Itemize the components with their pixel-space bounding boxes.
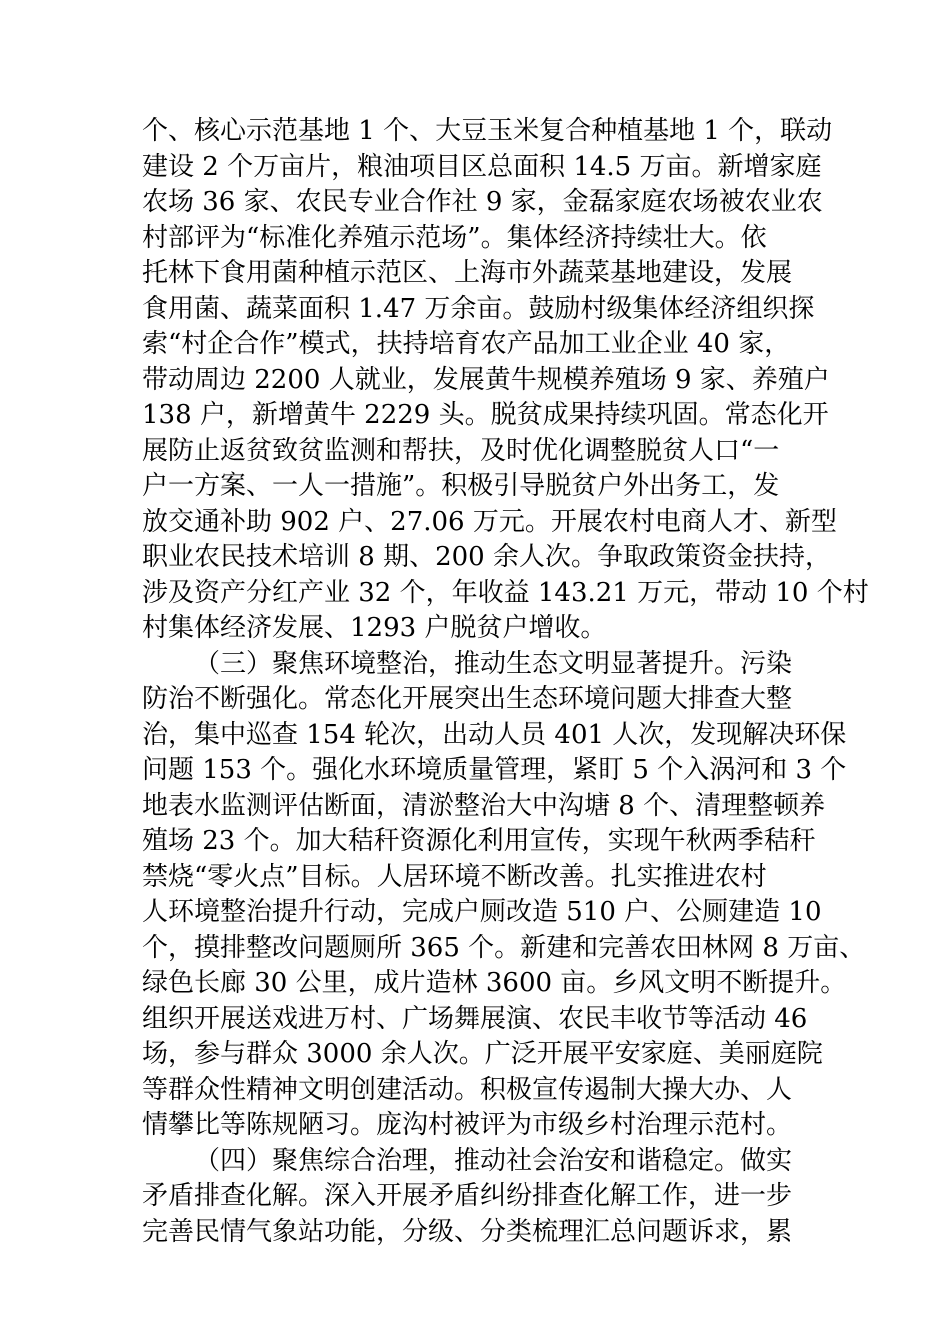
- text-line: 带动周边 2200 人就业，发展黄牛规模养殖场 9 家、养殖户: [142, 364, 830, 395]
- text-line: 殖场 23 个。加大秸秆资源化利用宣传，实现午秋两季秸秆: [142, 826, 816, 856]
- text-line: 索“村企合作”模式，扶持培育农产品加工业企业 40 家，: [142, 329, 791, 359]
- text-line: 农场 36 家、农民专业合作社 9 家，金磊家庭农场被农业农: [142, 187, 823, 217]
- text-line: 矛盾排查化解。深入开展矛盾纠纷排查化解工作，进一步: [142, 1181, 793, 1211]
- text-line: 职业农民技术培训 8 期、200 余人次。争取政策资金扶持，: [142, 542, 831, 572]
- text-line: 涉及资产分红产业 32 个，年收益 143.21 万元，带动 10 个村: [142, 577, 869, 608]
- text-line: 场，参与群众 3000 余人次。广泛开展平安家庭、美丽庭院: [142, 1039, 823, 1069]
- text-line: 防治不断强化。常态化开展突出生态环境问题大排查大整: [142, 684, 793, 714]
- text-line: 治，集中巡查 154 轮次，出动人员 401 人次，发现解决环保: [142, 719, 847, 750]
- text-line: 情攀比等陈规陋习。庞沟村被评为市级乡村治理示范村。: [142, 1110, 793, 1140]
- text-line: 个，摸排整改问题厕所 365 个。新建和完善农田林网 8 万亩、: [142, 932, 866, 963]
- text-line: 绿色长廊 30 公里，成片造林 3600 亩。乡风文明不断提升。: [142, 968, 847, 998]
- text-line: 问题 153 个。强化水环境质量管理，紧盯 5 个入涡河和 3 个: [142, 755, 847, 785]
- text-line: 等群众性精神文明创建活动。积极宣传遏制大操大办、人: [142, 1074, 793, 1105]
- text-line: 138 户，新增黄牛 2229 头。脱贫成果持续巩固。常态化开: [142, 400, 829, 430]
- text-line: 展防止返贫致贫监测和帮扶，及时优化调整脱贫人口“一: [142, 435, 780, 466]
- text-line: 托林下食用菌种植示范区、上海市外蔬菜基地建设，发展: [142, 258, 793, 288]
- text-line: 个、核心示范基地 1 个、大豆玉米复合种植基地 1 个，联动: [142, 116, 833, 146]
- text-line: 户一方案、一人一措施”。积极引导脱贫户外出务工，发: [142, 471, 780, 501]
- text-line: 地表水监测评估断面，清淤整治大中沟塘 8 个、清理整顿养: [142, 790, 826, 821]
- body-text: [142, 114, 869, 1250]
- section-heading-line: （四）聚焦综合治理，推动社会治安和谐稳定。做实: [194, 1145, 793, 1176]
- text-line: 建设 2 个万亩片，粮油项目区总面积 14.5 万亩。新增家庭: [142, 151, 822, 182]
- text-line: 村部评为“标准化养殖示范场”。集体经济持续壮大。依: [142, 222, 767, 253]
- text-line: 完善民情气象站功能，分级、分类梳理汇总问题诉求，累: [142, 1216, 793, 1247]
- text-line: 人环境整治提升行动，完成户厕改造 510 户、公厕建造 10: [142, 897, 822, 927]
- text-line: 禁烧“零火点”目标。人居环境不断改善。扎实推进农村: [142, 861, 767, 892]
- text-line: 组织开展送戏进万村、广场舞展演、农民丰收节等活动 46: [142, 1003, 808, 1034]
- section-heading-line: （三）聚焦环境整治，推动生态文明显著提升。污染: [194, 648, 793, 679]
- text-line: 食用菌、蔬菜面积 1.47 万余亩。鼓励村级集体经济组织探: [142, 293, 815, 324]
- text-line: 放交通补助 902 户、27.06 万元。开展农村电商人才、新型: [142, 506, 837, 537]
- text-line: 村集体经济发展、1293 户脱贫户增收。: [142, 613, 607, 643]
